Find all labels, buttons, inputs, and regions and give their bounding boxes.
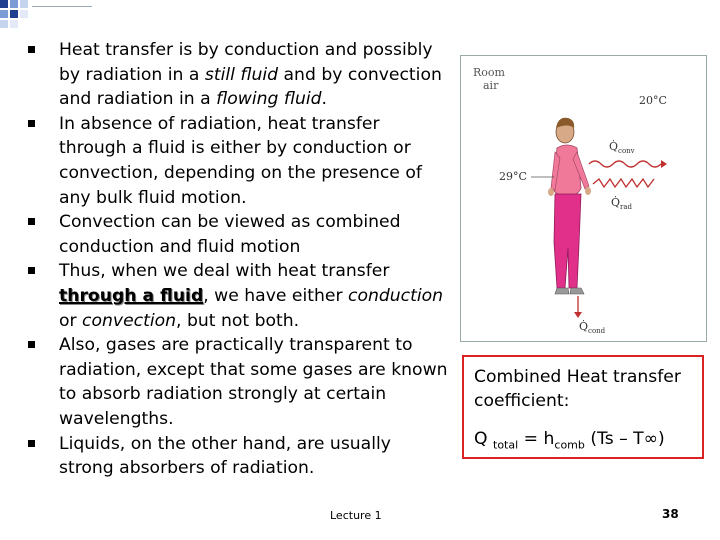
formula-q: Q — [474, 429, 493, 449]
combined-heat-transfer-formula — [474, 427, 702, 457]
q-cond-label: $Q̇_{cond}$ — [579, 320, 606, 335]
corner-decoration — [0, 0, 90, 40]
bullet-text: In absence of radiation, heat transfer through a fluid is either by conduction or convection, depending on the presence of any bulk fluid motion. — [59, 113, 422, 208]
room-air-label: Room — [473, 66, 505, 79]
convection-arrow-icon — [589, 161, 661, 167]
formula-h: = h — [518, 429, 555, 449]
bullet-square-icon — [28, 267, 35, 274]
formula-h-subscript: comb — [554, 438, 585, 452]
bullet-text: or — [59, 310, 83, 331]
bullet-text: still fluid — [204, 64, 279, 85]
box-line-1: Combined Heat transfer — [474, 367, 681, 387]
bullet-text: through a fluid — [59, 285, 204, 306]
q-rad-label: $Q̇_{rad}$ — [611, 196, 633, 211]
person-icon — [548, 118, 591, 294]
bullet-item — [28, 333, 448, 431]
bullet-text: flowing fluid — [216, 89, 322, 110]
room-air-label-2: air — [483, 79, 499, 92]
bullet-text: , but not both. — [176, 310, 300, 331]
bullet-text: . — [321, 89, 328, 110]
bullet-square-icon — [28, 440, 35, 447]
bullet-text: Also, gases are practically transparent to radiation, except that some gases are known to absorb radiation strongly at certain wavelengths. — [59, 335, 448, 429]
radiation-arrow-icon — [593, 179, 654, 187]
combined-heat-transfer-box — [462, 355, 704, 459]
bullet-text: convection — [82, 310, 177, 331]
bullet-items — [28, 38, 448, 481]
bullet-item — [28, 112, 448, 210]
bullet-text: Convection can be viewed as combined conduction and fluid motion — [59, 212, 401, 257]
bullet-text: conduction — [348, 285, 444, 306]
bullet-item — [28, 210, 448, 259]
bullet-square-icon — [28, 46, 35, 53]
formula-temperature-difference: (Ts – T∞) — [584, 429, 665, 449]
bullet-item — [28, 259, 448, 333]
bullet-item — [28, 432, 448, 481]
bullet-square-icon — [28, 120, 35, 127]
body-temperature-label: 29°C — [499, 170, 527, 183]
bullet-text: Heat transfer is by conduction and possibly by radiation in a — [59, 40, 433, 85]
bullet-text: , we have either — [203, 285, 348, 306]
box-line-2: coefficient: — [474, 391, 570, 411]
bullet-item — [28, 38, 448, 112]
bullet-text: Thus, when we deal with heat transfer — [59, 261, 390, 282]
formula-q-subscript: total — [493, 438, 519, 452]
bullet-text: and by convection and radiation in a — [59, 64, 442, 110]
person-heat-transfer-figure — [460, 55, 707, 342]
air-temperature-label: 20°C — [639, 94, 667, 107]
footer-lecture: Lecture 1 — [330, 509, 382, 522]
bullet-list — [28, 38, 448, 481]
page-number: 38 — [662, 507, 679, 521]
bullet-text: Liquids, on the other hand, are usually strong absorbers of radiation. — [59, 433, 391, 479]
bullet-square-icon — [28, 218, 35, 225]
q-conv-label: $Q̇_{conv}$ — [609, 140, 635, 155]
bullet-square-icon — [28, 341, 35, 348]
